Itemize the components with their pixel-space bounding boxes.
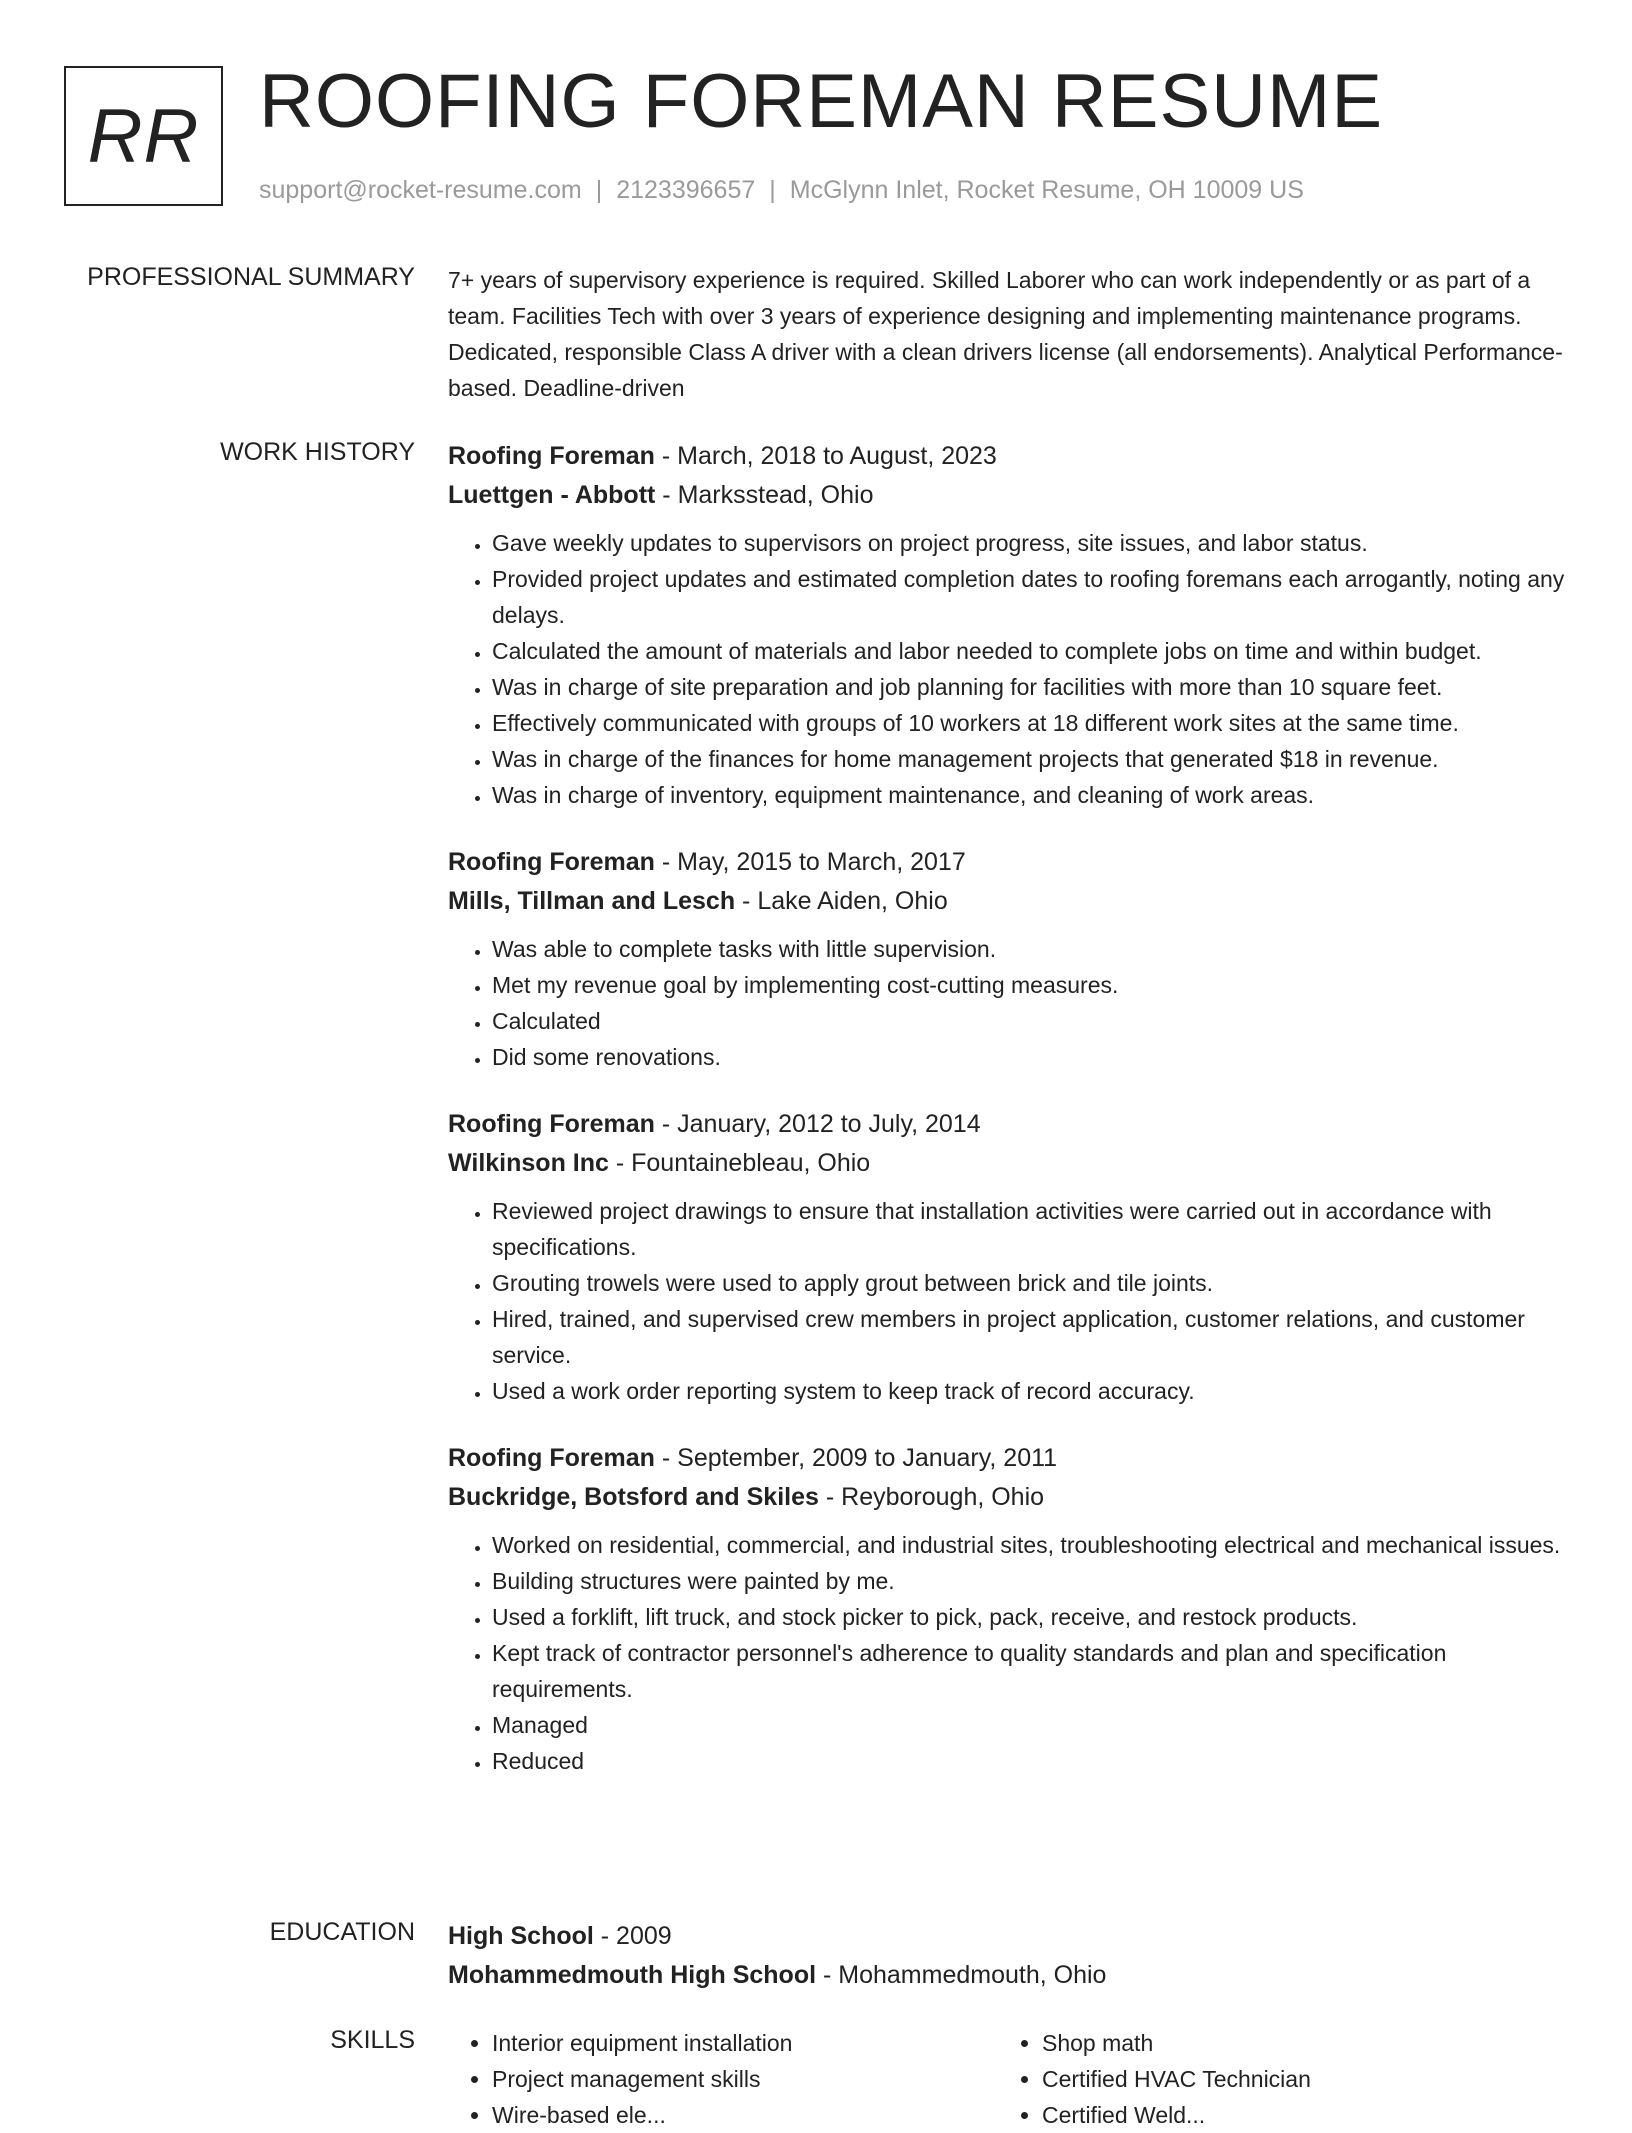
education-degree: High School [448,1922,594,1950]
job-bullet: • Worked on residential, commercial, and industrial sites, troubleshooting electrical and mechanical issues. [492,1527,1570,1563]
summary-text: 7+ years of supervisory experience is required. Skilled Laborer who can work independently or as part of a team. Facilities Tech with over 3 years of experience designing and implementing maintenance programs. Dedicated, responsible Class A driver with a clean drivers license (all endorsements). Analytical Performance-based. Deadline-driven [448,267,1563,401]
job-company-line [448,476,1570,515]
job-company: Buckridge, Botsford and Skiles [448,1483,819,1511]
job-entry [448,1439,1570,1779]
job-bullet: • Hired, trained, and supervised crew members in project application, customer relations, and customer service. [492,1301,1570,1373]
job-bullet: • Building structures were painted by me. [492,1563,1570,1599]
job-bullet-list [448,1527,1570,1779]
job-entry [448,1105,1570,1409]
skills-grid [448,2025,1570,2133]
section-label-summary: PROFESSIONAL SUMMARY [87,263,415,291]
skill-item: • Wire-based ele... [492,2097,998,2133]
job-company-line [448,1478,1570,1517]
education-school-line [448,1956,1570,1995]
job-bullet: • Used a work order reporting system to keep track of record accuracy. [492,1373,1570,1409]
job-company-line [448,1144,1570,1183]
contact-phone[interactable]: 2123396657 [616,176,756,204]
skill-item: • Interior equipment installation [492,2025,998,2061]
job-bullet: • Was in charge of inventory, equipment maintenance, and cleaning of work areas. [492,777,1570,813]
skill-item: • Certified Weld... [1042,2097,1548,2133]
job-bullet: • Was able to complete tasks with little supervision. [492,931,1570,967]
job-location: - Fountainebleau, Ohio [608,1149,871,1177]
education-degree-line [448,1917,1570,1956]
job-bullet-list [448,525,1570,813]
job-dates: - May, 2015 to March, 2017 [654,848,966,876]
contact-email[interactable]: support@rocket-resume.com [259,176,582,204]
job-entry [448,437,1570,813]
skills-body [448,2025,1570,2133]
education-school: Mohammedmouth High School [448,1961,817,1989]
work-history-body [448,437,1570,1809]
job-bullet: • Was in charge of site preparation and job planning for facilities with more than 10 square feet. [492,669,1570,705]
job-title-line [448,843,1570,882]
job-bullet: • Provided project updates and estimated completion dates to roofing foremans each arrogantly, noting any delays. [492,561,1570,633]
skill-item: • Certified HVAC Technician [1042,2061,1548,2097]
education-body [448,1917,1570,1995]
job-bullet: • Gave weekly updates to supervisors on project progress, site issues, and labor status. [492,525,1570,561]
job-bullet: • Kept track of contractor personnel's adherence to quality standards and plan and specification requirements. [492,1635,1570,1707]
section-label-education: EDUCATION [269,1918,415,1946]
job-bullet: • Calculated [492,1003,1570,1039]
job-company: Luettgen - Abbott [448,481,656,509]
job-bullet: • Reduced [492,1743,1570,1779]
job-bullet: • Used a forklift, lift truck, and stock picker to pick, pack, receive, and restock products. [492,1599,1570,1635]
job-title-line [448,437,1570,476]
resume-title: ROOFING FOREMAN RESUME [259,59,1384,144]
job-title-line [448,1105,1570,1144]
job-bullet: • Managed [492,1707,1570,1743]
job-location: - Marksstead, Ohio [655,481,874,509]
job-title-line [448,1439,1570,1478]
job-title: Roofing Foreman [448,442,655,470]
section-label-skills: SKILLS [330,2026,415,2054]
job-bullet-list [448,1193,1570,1409]
job-bullet: • Calculated the amount of materials and labor needed to complete jobs on time and within budget. [492,633,1570,669]
job-dates: - January, 2012 to July, 2014 [654,1110,981,1138]
education-location: - Mohammedmouth, Ohio [816,1961,1107,1989]
job-title: Roofing Foreman [448,1444,655,1472]
contact-address: McGlynn Inlet, Rocket Resume, OH 10009 US [789,176,1304,204]
job-bullet: • Effectively communicated with groups of 10 workers at 18 different work sites at the same time. [492,705,1570,741]
job-location: - Lake Aiden, Ohio [735,887,948,915]
education-year: - 2009 [593,1922,672,1950]
job-company-line [448,882,1570,921]
summary-body [448,262,1570,406]
job-company: Wilkinson Inc [448,1149,609,1177]
monogram-logo [64,66,223,206]
section-label-work-history: WORK HISTORY [220,438,415,466]
job-title: Roofing Foreman [448,1110,655,1138]
job-bullet: • Grouting trowels were used to apply grout between brick and tile joints. [492,1265,1570,1301]
skills-list-left [448,2025,998,2133]
job-location: - Reyborough, Ohio [818,1483,1045,1511]
job-company: Mills, Tillman and Lesch [448,887,736,915]
skills-list-right [998,2025,1548,2133]
job-bullet: • Reviewed project drawings to ensure that installation activities were carried out in accordance with specifications. [492,1193,1570,1265]
job-bullet-list [448,931,1570,1075]
contact-separator: | [595,176,603,204]
contact-separator: | [769,176,776,204]
job-bullet: • Was in charge of the finances for home management projects that generated $18 in revenue. [492,741,1570,777]
job-title: Roofing Foreman [448,848,655,876]
job-dates: - March, 2018 to August, 2023 [654,442,997,470]
job-dates: - September, 2009 to January, 2011 [654,1444,1058,1472]
contact-line [259,176,1304,205]
job-bullet: • Did some renovations. [492,1039,1570,1075]
monogram-initials: RR [87,93,200,179]
job-bullet: • Met my revenue goal by implementing cost-cutting measures. [492,967,1570,1003]
job-entry [448,843,1570,1075]
skill-item: • Shop math [1042,2025,1548,2061]
skill-item: • Project management skills [492,2061,998,2097]
